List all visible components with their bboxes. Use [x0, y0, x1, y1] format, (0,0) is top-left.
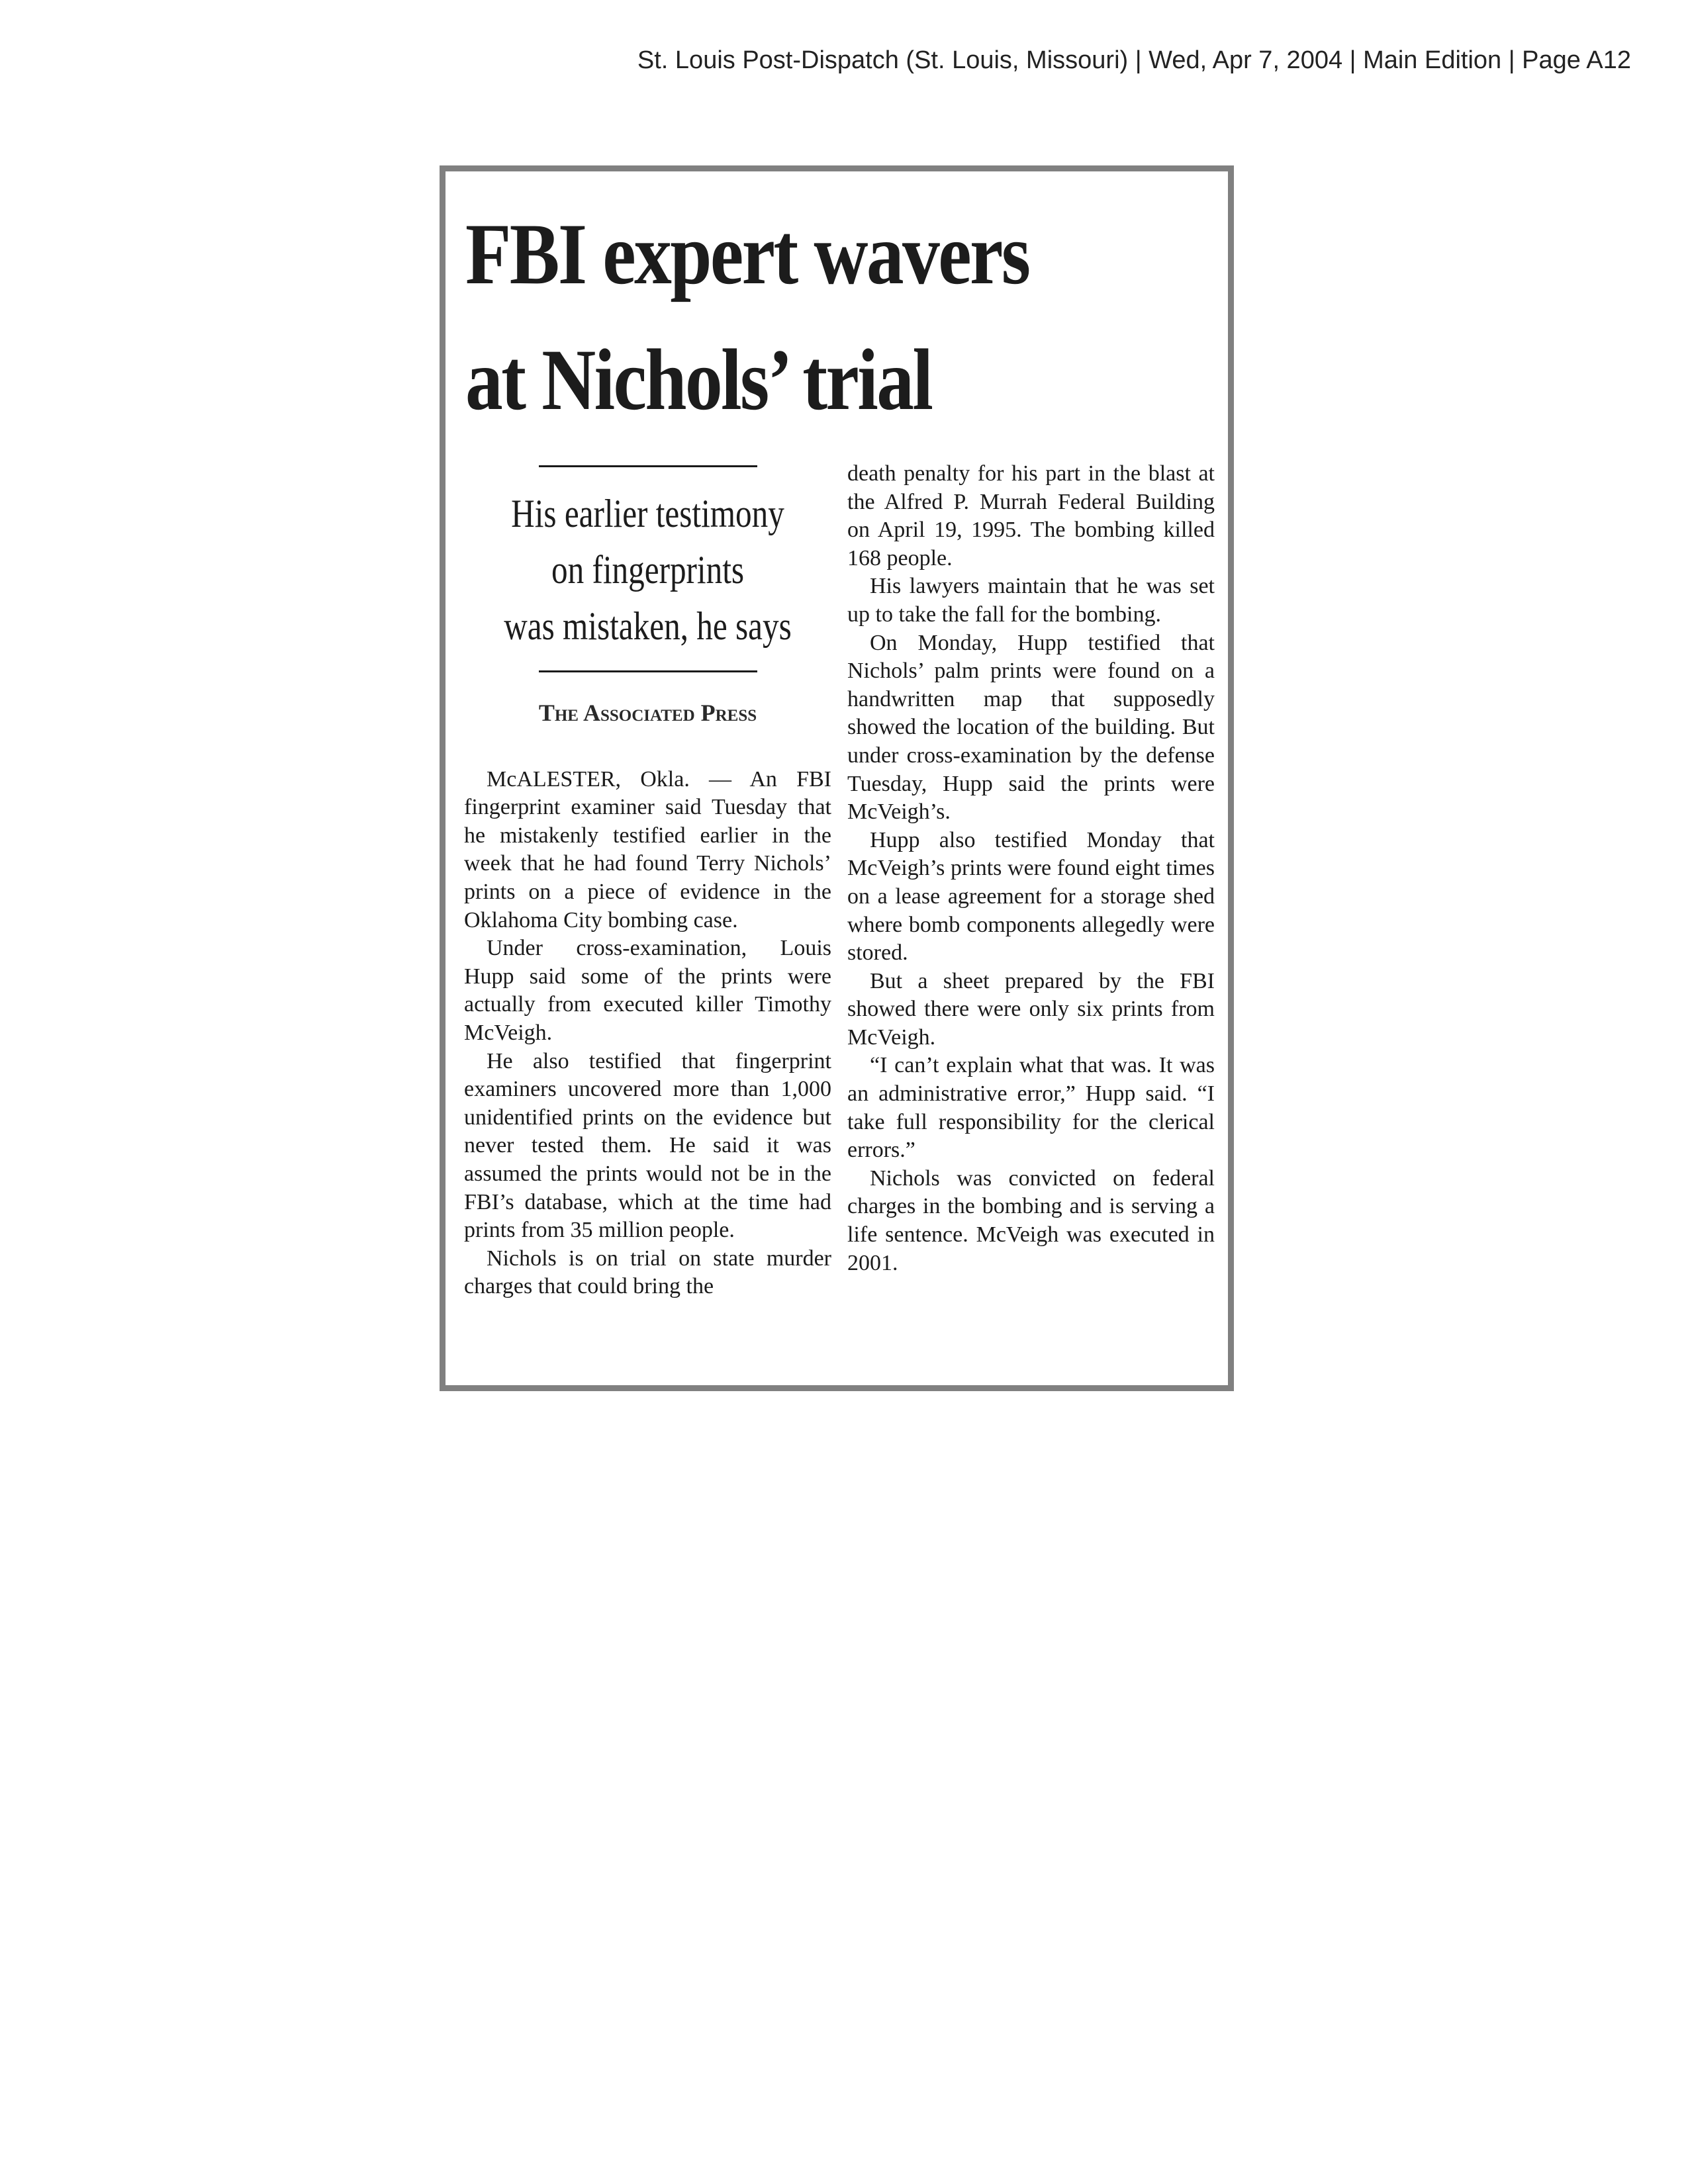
article-paragraph: McALESTER, Okla. — An FBI fingerprint examiner said Tuesday that he mistakenly testified earlier in the week that he had found Terry Nichols’ prints on a piece of evidence in the Oklahoma City bombing case. [464, 766, 831, 933]
article-paragraph: Nichols was convicted on federal charges in the bombing and is serving a life sentence. McVeigh was executed in 2001. [847, 1165, 1215, 1275]
deck [497, 486, 798, 655]
article-paragraph: Hupp also testified Monday that McVeigh’s prints were found eight times on a lease agreement for a storage shed where bomb components allegedly were stored. [847, 827, 1215, 966]
headline [465, 191, 1109, 443]
article-clipping [440, 165, 1234, 1391]
deck-line-3: was mistaken, he says [504, 604, 792, 648]
article-paragraph: He also testified that fingerprint examiners uncovered more than 1,000 unidentified prints on the evidence but never tested them. He said it was assumed the prints would not be in the FBI’s database, which at the time had prints from 35 million people. [464, 1048, 831, 1243]
right-column [847, 460, 1215, 1277]
deck-rule-top [539, 465, 757, 467]
article-paragraph-continued: Nichols is on trial on state murder charges that could bring the [464, 1246, 831, 1299]
deck-line-1: His earlier testimony [511, 492, 784, 535]
page-header: St. Louis Post-Dispatch (St. Louis, Missouri) | Wed, Apr 7, 2004 | Main Edition | Page A12 [637, 46, 1631, 74]
byline: The Associated Press [538, 700, 757, 726]
article-paragraph-continuation: death penalty for his part in the blast at the Alfred P. Murrah Federal Building on April 19, 1995. The bombing killed 168 people. [847, 461, 1215, 570]
article-paragraph: “I can’t explain what that was. It was an administrative error,” Hupp said. “I take full responsibility for the clerical errors.” [847, 1053, 1215, 1163]
article-paragraph: His lawyers maintain that he was set up to take the fall for the bombing. [847, 574, 1215, 627]
headline-line-2: at Nichols’ trial [465, 331, 932, 428]
article-paragraph: But a sheet prepared by the FBI showed there were only six prints from McVeigh. [847, 968, 1215, 1050]
article-paragraph: On Monday, Hupp testified that Nichols’ palm prints were found on a handwritten map that supposedly showed the location of the building. But under cross-examination by the defense Tuesday, Hupp said the prints were McVeigh’s. [847, 630, 1215, 825]
left-column [464, 465, 831, 1301]
headline-line-1: FBI expert wavers [465, 205, 1029, 302]
article-paragraph: Under cross-examination, Louis Hupp said some of the prints were actually from executed killer Timothy McVeigh. [464, 936, 831, 1045]
deck-line-2: on fingerprints [551, 548, 745, 592]
deck-rule-bottom [539, 670, 757, 672]
